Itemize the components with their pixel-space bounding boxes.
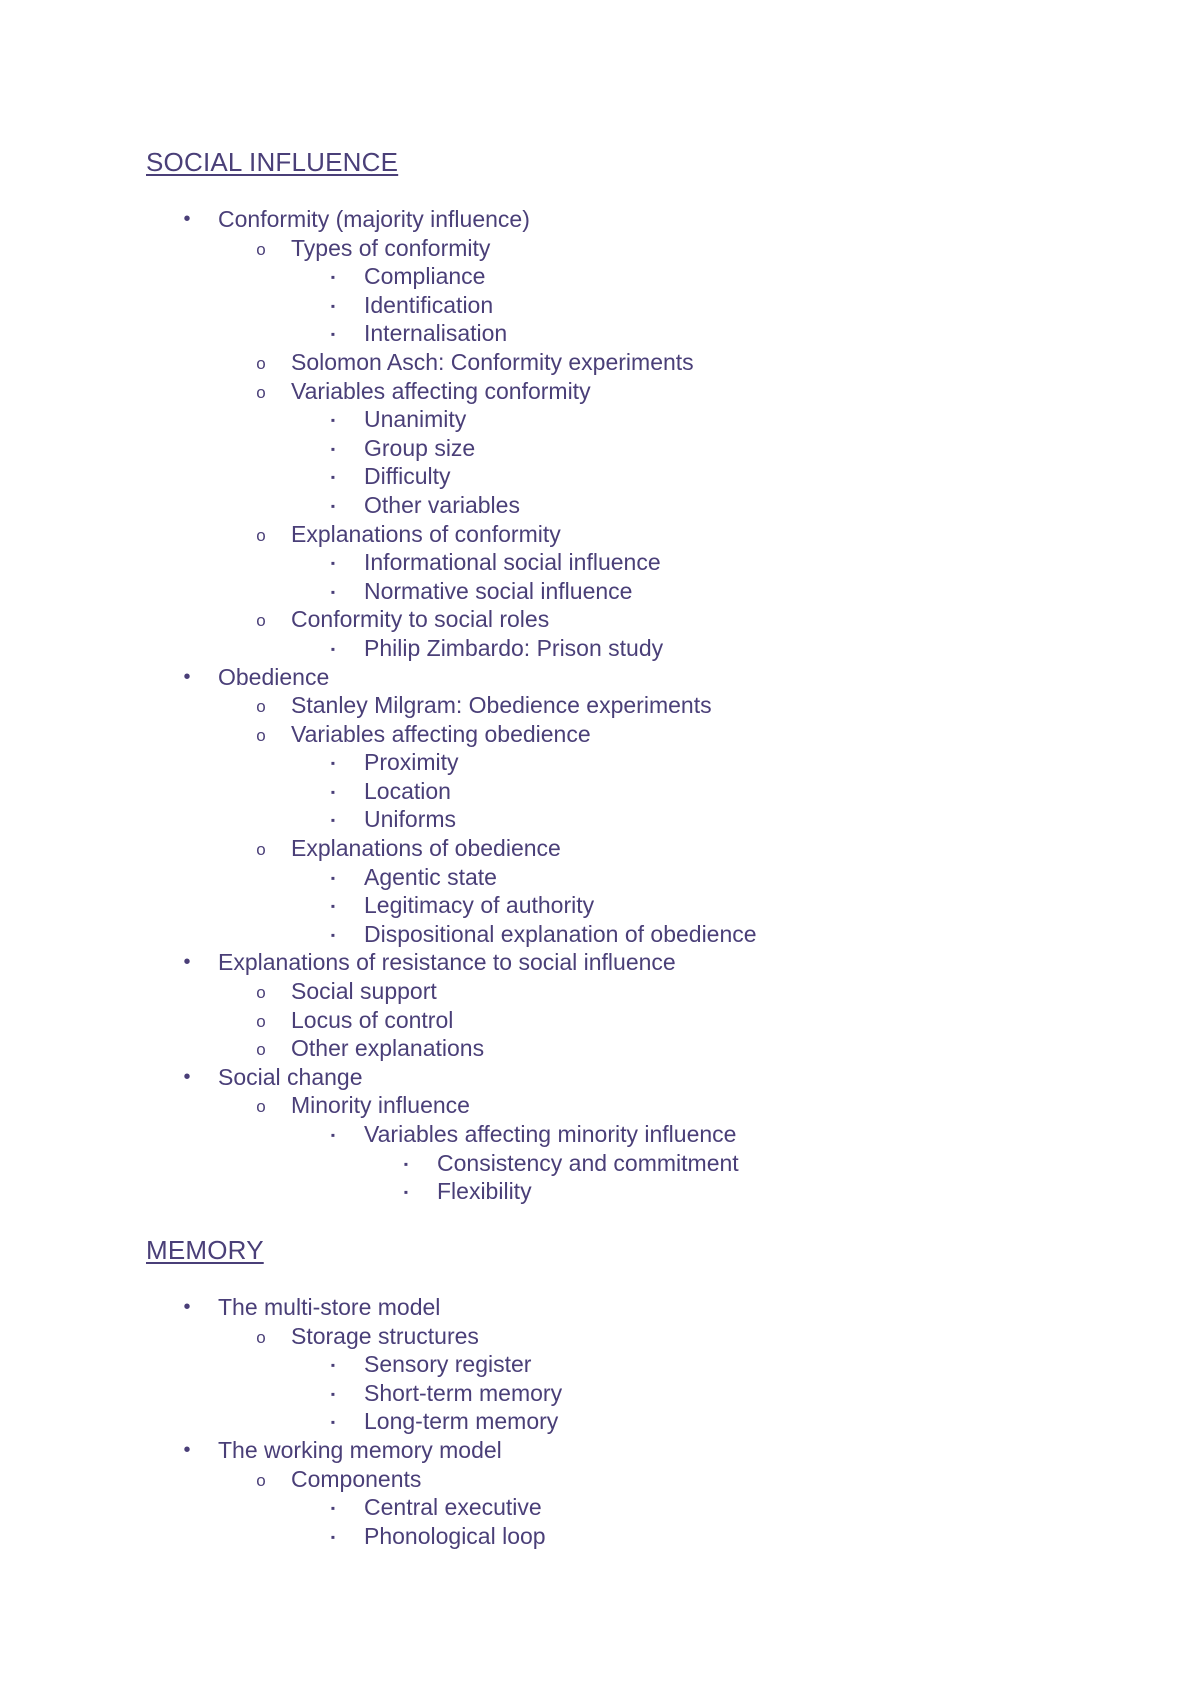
bullet-marker: ▪	[330, 784, 336, 799]
outline-item-level-2	[0, 1407, 1200, 1436]
bullet-marker: o	[256, 840, 266, 860]
outline-item-level-2	[0, 805, 1200, 834]
bullet-marker: ▪	[330, 1128, 336, 1142]
outline-item-text: Identification	[364, 291, 494, 318]
outline-item-text: Unanimity	[364, 406, 467, 433]
outline-item-level-2	[0, 462, 1200, 491]
bullet-marker: ▪	[330, 327, 336, 342]
outline-item-text: Uniforms	[364, 806, 457, 833]
outline-item-level-0	[0, 1293, 1200, 1322]
outline-item-level-1	[0, 605, 1200, 634]
outline-item-text: Explanations of resistance to social influence	[218, 949, 676, 976]
bullet-marker: o	[256, 382, 266, 402]
outline-item-level-1	[0, 1006, 1200, 1035]
outline-item-level-0	[0, 1063, 1200, 1092]
outline-item-text: Dispositional explanation of obedience	[364, 920, 757, 947]
bullet-marker: ▪	[330, 270, 336, 285]
outline-item-level-2	[0, 548, 1200, 577]
outline-item-text: Explanations of obedience	[291, 835, 561, 862]
outline-item-level-2	[0, 1522, 1200, 1551]
outline-item-text: Sensory register	[364, 1351, 532, 1378]
bullet-marker: o	[256, 725, 266, 745]
bullet-marker: ▪	[330, 498, 336, 513]
outline-item-level-2	[0, 262, 1200, 291]
bullet-marker: •	[183, 665, 191, 688]
bullet-marker: o	[256, 983, 266, 1003]
bullet-marker: ▪	[330, 870, 336, 885]
outline-item-level-1	[0, 1091, 1200, 1120]
outline-item-level-0	[0, 948, 1200, 977]
bullet-marker: ▪	[330, 1501, 336, 1516]
bullet-marker: ▪	[330, 641, 336, 656]
outline-item-level-1	[0, 1465, 1200, 1494]
outline-item-level-2	[0, 777, 1200, 806]
outline-item-level-1	[0, 348, 1200, 377]
outline-item-level-0	[0, 663, 1200, 692]
bullet-marker: ▪	[330, 441, 336, 456]
section-heading-social-influence: SOCIAL INFLUENCE	[146, 147, 399, 177]
outline-item-text: Variables affecting obedience	[291, 720, 591, 747]
outline-item-text: Difficulty	[364, 463, 451, 490]
outline-item-level-2	[0, 863, 1200, 892]
bullet-marker: ▪	[330, 1529, 336, 1544]
outline-item-level-2	[0, 291, 1200, 320]
outline-item-level-2	[0, 748, 1200, 777]
bullet-marker: ▪	[330, 413, 336, 428]
outline-item-text: Solomon Asch: Conformity experiments	[291, 348, 694, 375]
bullet-marker: o	[256, 1327, 266, 1347]
outline-item-text: Agentic state	[364, 863, 497, 890]
outline-item-text: Components	[291, 1465, 422, 1492]
outline-item-level-0	[0, 1436, 1200, 1465]
outline-item-level-1	[0, 520, 1200, 549]
outline-item-text: Social support	[291, 978, 437, 1005]
bullet-marker: •	[183, 1296, 191, 1318]
outline-item-text: Group size	[364, 434, 476, 461]
bullet-marker: ▪	[330, 298, 336, 313]
bullet-marker: o	[256, 611, 266, 631]
outline-item-text: Types of conformity	[291, 234, 491, 261]
outline-item-text: Variables affecting conformity	[291, 377, 591, 404]
outline-item-level-0	[0, 205, 1200, 234]
outline-item-level-3	[0, 1149, 1200, 1178]
outline-item-level-2	[0, 577, 1200, 606]
bullet-marker: o	[256, 239, 266, 259]
bullet-marker: ▪	[330, 899, 336, 914]
outline-item-text: Conformity to social roles	[291, 606, 550, 633]
outline-social-influence	[0, 205, 1200, 1206]
outline-item-text: Internalisation	[364, 320, 508, 347]
outline-item-text: Stanley Milgram: Obedience experiments	[291, 692, 712, 719]
outline-item-text: Conformity (majority influence)	[218, 206, 530, 232]
outline-item-text: Variables affecting minority influence	[364, 1121, 737, 1147]
outline-item-text: Proximity	[364, 749, 459, 776]
bullet-marker: ▪	[330, 470, 336, 485]
outline-item-text: Long-term memory	[364, 1408, 559, 1435]
outline-item-text: Other variables	[364, 491, 520, 518]
bullet-marker: ▪	[330, 813, 336, 828]
outline-item-level-2	[0, 1350, 1200, 1379]
outline-item-text: The multi-store model	[218, 1294, 441, 1320]
outline-item-level-1	[0, 977, 1200, 1006]
bullet-marker: •	[183, 951, 191, 974]
bullet-marker: ▪	[403, 1156, 409, 1171]
bullet-marker: ▪	[403, 1185, 409, 1200]
outline-item-text: Flexibility	[437, 1178, 532, 1205]
outline-item-level-2	[0, 891, 1200, 920]
outline-item-level-1	[0, 377, 1200, 406]
bullet-marker: •	[183, 1065, 191, 1088]
outline-item-level-2	[0, 1493, 1200, 1522]
outline-item-level-2	[0, 920, 1200, 949]
outline-item-level-3	[0, 1177, 1200, 1206]
outline-item-level-1	[0, 1322, 1200, 1351]
bullet-marker: ▪	[330, 556, 336, 571]
outline-item-level-2	[0, 1120, 1200, 1149]
outline-item-text: Philip Zimbardo: Prison study	[364, 634, 664, 661]
bullet-marker: ▪	[330, 927, 336, 942]
outline-item-level-2	[0, 634, 1200, 663]
outline-item-text: Central executive	[364, 1494, 542, 1521]
outline-item-level-2	[0, 491, 1200, 520]
outline-item-level-2	[0, 434, 1200, 463]
outline-item-text: Short-term memory	[364, 1379, 563, 1406]
bullet-marker: o	[256, 1097, 266, 1117]
outline-item-level-1	[0, 691, 1200, 720]
outline-item-text: Consistency and commitment	[437, 1149, 739, 1176]
outline-item-text: Location	[364, 777, 451, 804]
bullet-marker: ▪	[330, 584, 336, 599]
bullet-marker: •	[183, 1438, 191, 1461]
outline-item-text: Legitimacy of authority	[364, 892, 595, 919]
bullet-marker: o	[256, 1040, 266, 1060]
outline-item-level-1	[0, 234, 1200, 263]
outline-item-text: Social change	[218, 1063, 363, 1090]
bullet-marker: o	[256, 353, 266, 373]
bullet-marker: o	[256, 697, 266, 717]
bullet-marker: ▪	[330, 1386, 336, 1401]
outline-item-text: Compliance	[364, 263, 486, 290]
outline-item-text: Minority influence	[291, 1092, 470, 1119]
outline-item-text: Explanations of conformity	[291, 520, 561, 547]
bullet-marker: ▪	[330, 756, 336, 771]
outline-memory	[0, 1293, 1200, 1550]
section-heading-memory: MEMORY	[146, 1235, 264, 1265]
outline-item-text: Obedience	[218, 663, 330, 690]
bullet-marker: o	[256, 1470, 266, 1490]
outline-item-level-1	[0, 720, 1200, 749]
bullet-marker: o	[256, 525, 266, 545]
outline-item-level-2	[0, 405, 1200, 434]
bullet-marker: ▪	[330, 1358, 336, 1373]
outline-item-text: Phonological loop	[364, 1522, 546, 1549]
outline-item-text: Locus of control	[291, 1006, 454, 1033]
bullet-marker: •	[183, 208, 191, 230]
outline-item-text: Storage structures	[291, 1322, 479, 1349]
outline-item-text: The working memory model	[218, 1436, 502, 1463]
outline-item-level-2	[0, 319, 1200, 348]
outline-item-level-2	[0, 1379, 1200, 1408]
outline-item-level-1	[0, 1034, 1200, 1063]
outline-item-level-1	[0, 834, 1200, 863]
bullet-marker: ▪	[330, 1415, 336, 1430]
bullet-marker: o	[256, 1011, 266, 1031]
outline-item-text: Informational social influence	[364, 549, 661, 576]
outline-item-text: Normative social influence	[364, 577, 633, 604]
outline-item-text: Other explanations	[291, 1035, 485, 1062]
